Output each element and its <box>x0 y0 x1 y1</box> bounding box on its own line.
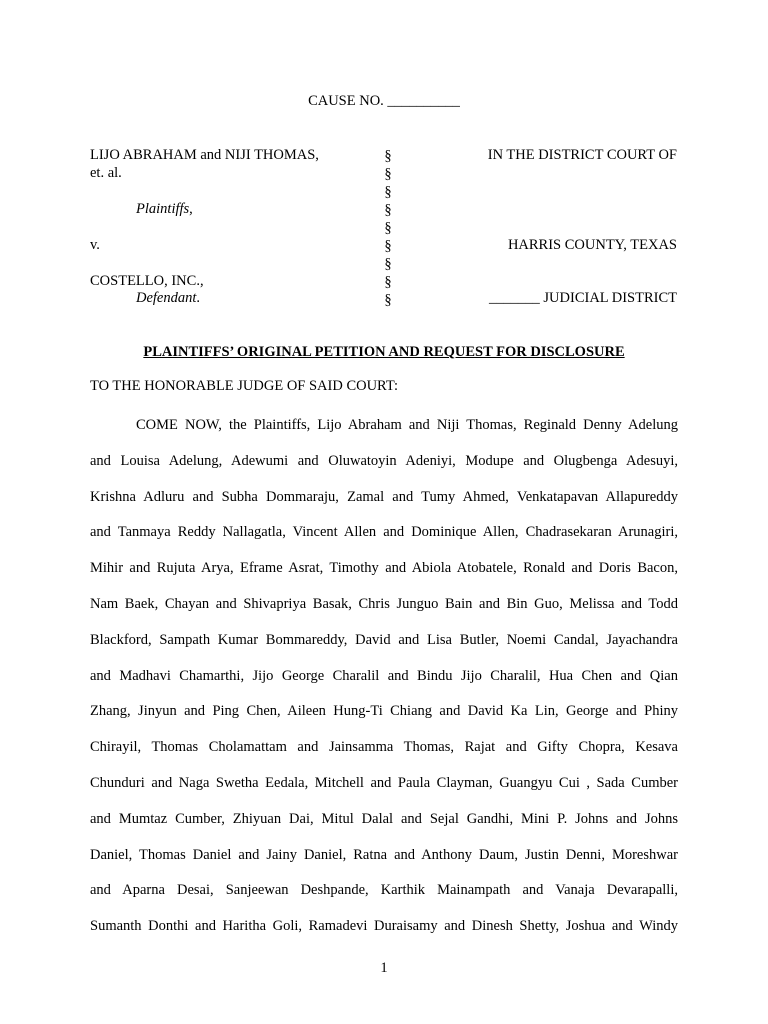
defendant-designation <box>136 290 200 307</box>
petition-body <box>90 416 678 953</box>
body-line: Blackford, Sampath Kumar Bommareddy, David and Lisa Butler, Noemi Candal, Jayachandra <box>90 631 678 648</box>
body-line: and Mumtaz Cumber, Zhiyuan Dai, Mitul Dalal and Sejal Gandhi, Mini P. Johns and Johns <box>90 810 678 827</box>
page-number: 1 <box>380 960 388 976</box>
salutation: TO THE HONORABLE JUDGE OF SAID COURT: <box>90 378 399 394</box>
court-district: _______ JUDICIAL DISTRICT <box>489 290 677 306</box>
body-line: and Tanmaya Reddy Nallagatla, Vincent Allen and Dominique Allen, Chadrasekaran Arunagiri, <box>90 524 678 541</box>
body-line: and Madhavi Chamarthi, Jijo George Charalil and Bindu Jijo Charalil, Hua Chen and Qian <box>90 667 678 684</box>
section-mark: § <box>384 184 392 200</box>
defendant-period: . <box>196 290 201 306</box>
section-mark: § <box>384 202 392 218</box>
body-line: Nam Baek, Chayan and Shivapriya Basak, Chris Junguo Bain and Bin Guo, Melissa and Todd <box>90 595 678 612</box>
section-mark: § <box>384 274 392 290</box>
body-line: Chunduri and Naga Swetha Eedala, Mitchell and Paula Clayman, Guangyu Cui , Sada Cumber <box>90 774 678 791</box>
body-line: Daniel, Thomas Daniel and Jainy Daniel, Ratna and Anthony Daum, Justin Denni, Moreshwar <box>90 846 678 863</box>
defendant-name: COSTELLO, INC., <box>90 273 204 289</box>
body-line: Sumanth Donthi and Haritha Goli, Ramadevi Duraisamy and Dinesh Shetty, Joshua and Windy <box>90 918 678 935</box>
section-mark: § <box>384 256 392 272</box>
plaintiffs-names-line1: LIJO ABRAHAM and NIJI THOMAS, <box>90 147 319 163</box>
body-line: Krishna Adluru and Subha Dommaraju, Zamal and Tumy Ahmed, Venkatapavan Allapureddy <box>90 488 678 505</box>
body-line: Zhang, Jinyun and Ping Chen, Aileen Hung-Ti Chiang and David Ka Lin, George and Phiny <box>90 703 678 720</box>
court-county: HARRIS COUNTY, TEXAS <box>507 237 677 253</box>
section-mark-column <box>383 147 393 309</box>
section-mark: § <box>384 238 392 254</box>
body-line: Chirayil, Thomas Cholamattam and Jainsamma Thomas, Rajat and Gifty Chopra, Kesava <box>90 739 678 756</box>
cause-number: CAUSE NO. __________ <box>308 93 460 109</box>
defendant-label: Defendant <box>136 290 197 306</box>
section-mark: § <box>384 166 392 182</box>
court-name: IN THE DISTRICT COURT OF <box>487 147 677 163</box>
plaintiffs-designation <box>136 201 193 218</box>
body-line: and Aparna Desai, Sanjeewan Deshpande, Karthik Mainampath and Vanaja Devarapalli, <box>90 882 678 899</box>
section-mark: § <box>384 220 392 236</box>
section-mark: § <box>384 148 392 164</box>
versus-label: v. <box>90 237 100 253</box>
document-title: PLAINTIFFS’ ORIGINAL PETITION AND REQUEST FOR DISCLOSURE <box>143 344 625 360</box>
plaintiffs-comma: , <box>189 201 193 217</box>
body-line: COME NOW, the Plaintiffs, Lijo Abraham and Niji Thomas, Reginald Denny Adelung <box>136 417 678 433</box>
body-line: and Louisa Adelung, Adewumi and Oluwatoyin Adeniyi, Modupe and Olugbenga Adesuyi, <box>90 452 678 469</box>
section-mark: § <box>384 292 392 308</box>
plaintiffs-names-line2: et. al. <box>90 165 122 181</box>
plaintiffs-label: Plaintiffs <box>136 201 190 217</box>
body-line: Mihir and Rujuta Arya, Eframe Asrat, Timothy and Abiola Atobatele, Ronald and Doris Bacon, <box>90 560 678 577</box>
